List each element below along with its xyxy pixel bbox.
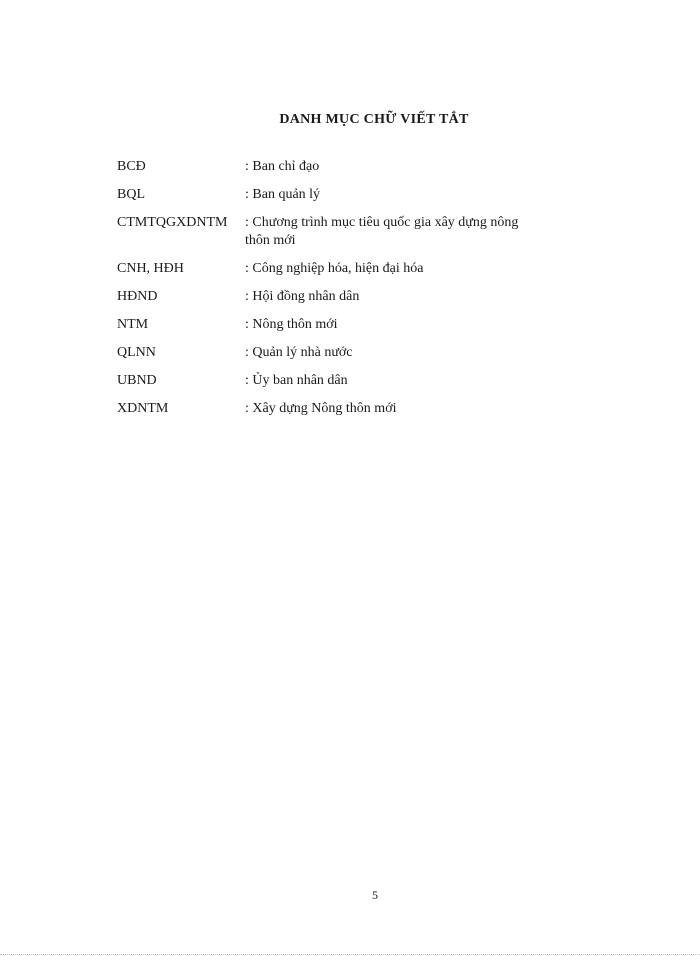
- abbreviation: NTM: [117, 317, 149, 332]
- abbreviation: UBND: [117, 373, 157, 388]
- list-item: [117, 158, 557, 176]
- list-item: [117, 214, 557, 250]
- list-item: [117, 316, 557, 334]
- abbreviation-meaning: : Ủy ban nhân dân: [245, 373, 348, 388]
- abbreviation: BQL: [117, 187, 145, 202]
- list-item: [117, 186, 557, 204]
- list-item: [117, 288, 557, 306]
- abbreviation-meaning: : Xây dựng Nông thôn mới: [245, 401, 397, 416]
- abbreviation: BCĐ: [117, 159, 146, 174]
- list-item: [117, 400, 557, 418]
- abbreviation: CTMTQGXDNTM: [117, 215, 228, 230]
- page-title: DANH MỤC CHỮ VIẾT TẮT: [279, 112, 469, 127]
- abbreviation-meaning: : Ban quản lý: [245, 187, 321, 202]
- list-item: [117, 372, 557, 390]
- abbreviation-meaning: : Quản lý nhà nước: [245, 345, 353, 360]
- list-item: [117, 260, 557, 278]
- page-number: 5: [372, 888, 378, 902]
- abbreviation-meaning: : Chương trình mục tiêu quốc gia xây dựng nông thôn mới: [245, 215, 519, 248]
- abbreviation-meaning: : Hội đồng nhân dân: [245, 289, 360, 304]
- abbreviation: HĐND: [117, 289, 158, 304]
- abbreviation-meaning: : Nông thôn mới: [245, 317, 338, 332]
- abbreviation: XDNTM: [117, 401, 169, 416]
- abbreviation-meaning: : Ban chỉ đạo: [245, 159, 320, 174]
- abbreviation: QLNN: [117, 345, 156, 360]
- abbreviation-list: [117, 158, 557, 428]
- abbreviation-meaning: : Công nghiệp hóa, hiện đại hóa: [245, 261, 424, 276]
- page-bottom-divider: [0, 954, 700, 955]
- list-item: [117, 344, 557, 362]
- abbreviation: CNH, HĐH: [117, 261, 184, 276]
